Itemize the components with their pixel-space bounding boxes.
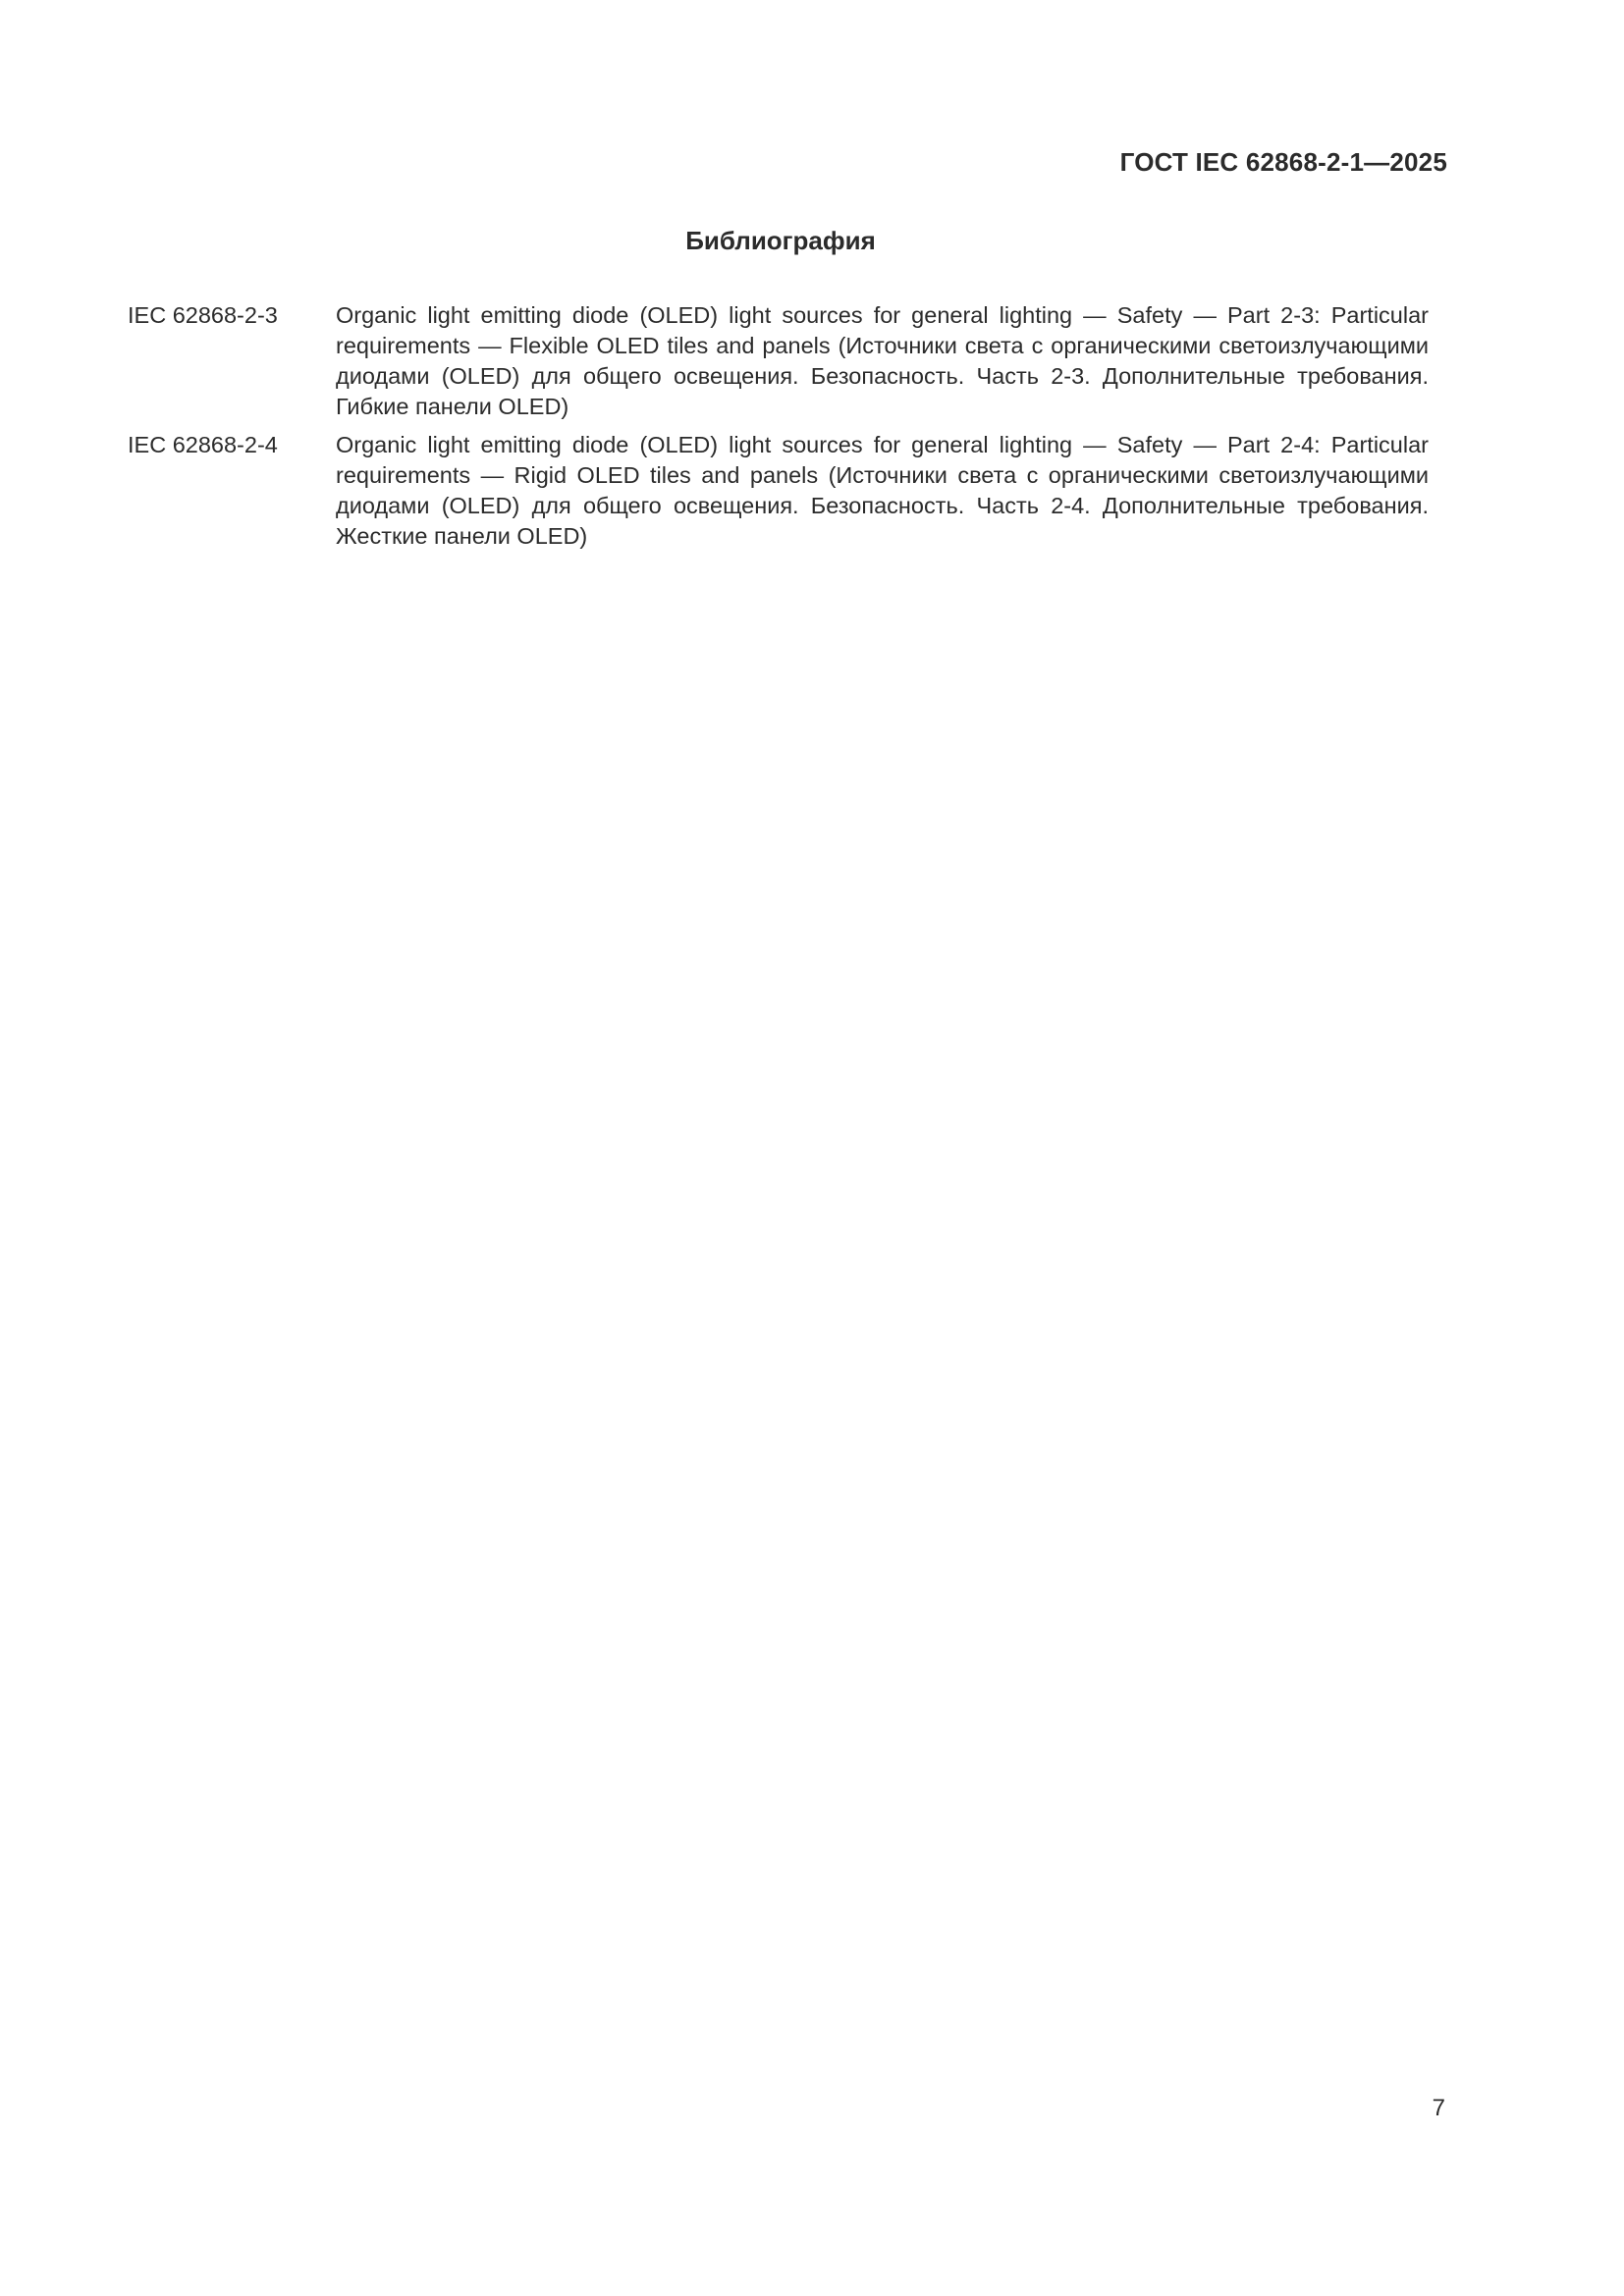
bibliography-entry-code: IEC 62868-2-4 <box>128 432 278 457</box>
bibliography-entry-code: IEC 62868-2-3 <box>128 302 278 328</box>
standard-id-header: ГОСТ IEC 62868-2-1—2025 <box>1119 147 1447 177</box>
bibliography-entry-text: Organic light emitting diode (OLED) light sources for general lighting — Safety — Part 2-4: Particular requirements — Rigid OLED tiles and panels (Источники света с органическими светоизлучающими диодами (OLED) для общего освещения. Безопасность. Часть 2-4. Дополнительные требования. Жесткие панели OLED) <box>336 432 1429 549</box>
bibliography-entry <box>128 430 1429 552</box>
page-number: 7 <box>1432 2095 1445 2121</box>
section-title: Библиография <box>685 226 876 255</box>
bibliography-list <box>128 300 1429 560</box>
bibliography-entry-text: Organic light emitting diode (OLED) light sources for general lighting — Safety — Part 2-3: Particular requirements — Flexible OLED tiles and panels (Источники света с органическими светоизлучающими диодами (OLED) для общего освещения. Безопасность. Часть 2-3. Дополнительные требования. Гибкие панели OLED) <box>336 302 1429 419</box>
bibliography-entry <box>128 300 1429 422</box>
